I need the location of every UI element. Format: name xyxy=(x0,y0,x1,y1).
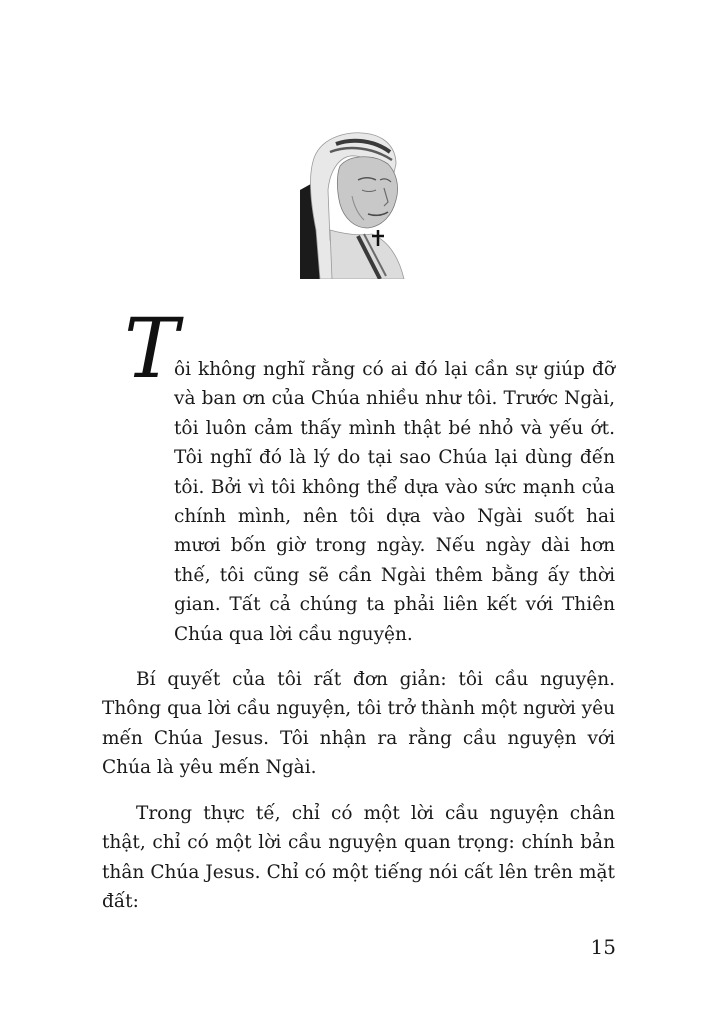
paragraph-2: Bí quyết của tôi rất đơn giản: tôi cầu nguyện. Thông qua lời cầu nguyện, tôi trở thành một người yêu mến Chúa Jesus. Tôi nhận ra rằng cầu nguyện với Chúa là yêu mến Ngài. xyxy=(102,669,615,779)
paragraph-1-text: ôi không nghĩ rằng có ai đó lại cần sự giúp đỡ và ban ơn của Chúa nhiều như tôi. Trước Ngài, tôi luôn cảm thấy mình thật bé nhỏ và yếu ớt. Tôi nghĩ đó là lý do tại sao Chúa lại dùng đến tôi. Bởi vì tôi không thể dựa vào sức mạnh của chính mình, nên tôi dựa vào Ngài suốt hai mươi bốn giờ trong ngày. Nếu ngày dài hơn thế, tôi cũng sẽ cần Ngài thêm bằng ấy thời gian. Tất cả chúng ta phải liên kết với Thiên Chúa qua lời cầu nguyện. xyxy=(174,359,615,645)
portrait-photo xyxy=(300,130,406,279)
paragraph-1 xyxy=(102,302,615,649)
paragraph-3: Trong thực tế, chỉ có một lời cầu nguyện chân thật, chỉ có một lời cầu nguyện quan trọng: chính bản thân Chúa Jesus. Chỉ có một tiếng nói cất lên trên mặt đất: xyxy=(102,802,615,912)
page-number: 15 xyxy=(590,935,616,959)
drop-cap-letter: T xyxy=(124,302,179,397)
body-text xyxy=(102,302,615,932)
